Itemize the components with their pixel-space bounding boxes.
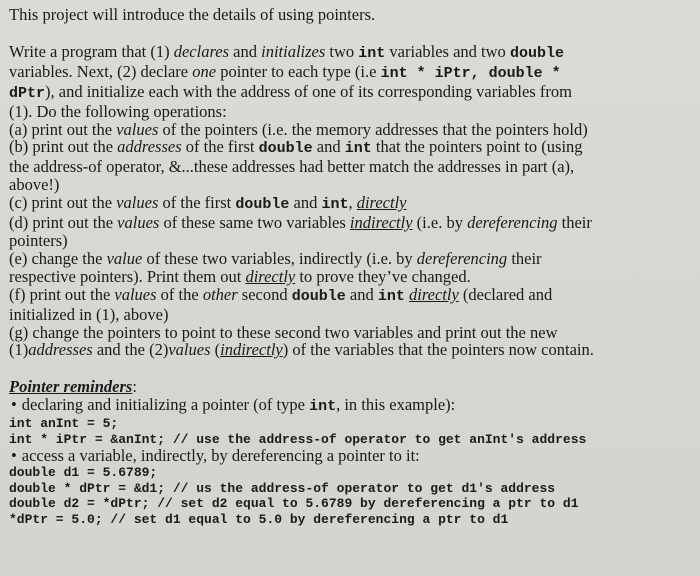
text: variables and two bbox=[385, 41, 510, 61]
text: (f) print out the bbox=[9, 284, 115, 304]
item-e-cont bbox=[9, 268, 700, 286]
code-line: double * dPtr = &d1; // us the address-of operator to get d1's address bbox=[9, 480, 556, 496]
item-f-cont: initialized in (1), above) bbox=[9, 304, 169, 324]
code-keyword: double bbox=[509, 44, 564, 62]
bullet-item: • access a variable, indirectly, by dereferencing a pointer to it: bbox=[9, 447, 700, 465]
line-4: (1). Do the following operations: bbox=[9, 101, 227, 121]
text: ( bbox=[210, 340, 221, 360]
text: and bbox=[312, 137, 345, 157]
text: (c) print out the bbox=[9, 193, 117, 213]
code-line: int anInt = 5; bbox=[9, 416, 119, 432]
text: (d) print out the bbox=[9, 213, 118, 233]
text-italic-underline: indirectly bbox=[349, 213, 413, 233]
text-italic: values bbox=[168, 340, 211, 360]
item-a bbox=[9, 121, 700, 139]
code-line: int * iPtr = &anInt; // use the address-of operator to get anInt's address bbox=[9, 431, 587, 447]
text: and the (2) bbox=[92, 340, 169, 360]
text-italic: dereferencing bbox=[467, 213, 558, 233]
line-2 bbox=[9, 63, 700, 83]
item-g-cont bbox=[9, 341, 700, 359]
text: (b) print out the bbox=[9, 137, 118, 157]
text: that the pointers point to (using bbox=[371, 137, 583, 157]
code-keyword: double bbox=[235, 196, 290, 214]
item-b-cont: above!) bbox=[9, 175, 60, 195]
intro-line: This project will introduce the details of using pointers. bbox=[9, 5, 376, 24]
item-b bbox=[9, 138, 700, 158]
text: variables. Next, (2) declare bbox=[9, 61, 193, 81]
text: and bbox=[345, 284, 378, 304]
section-gap bbox=[9, 359, 700, 378]
text: ), and initialize each with the address of one of its corresponding variables from bbox=[45, 81, 572, 101]
code-keyword: int bbox=[377, 287, 405, 305]
text-italic-underline: indirectly bbox=[220, 340, 283, 360]
text: to prove they’ve changed. bbox=[295, 266, 471, 286]
text: of these same two variables bbox=[159, 213, 350, 233]
text-italic: one bbox=[192, 61, 217, 81]
text-italic: values bbox=[117, 213, 160, 233]
text: of these two variables, indirectly (i.e. by bbox=[142, 248, 417, 268]
item-f bbox=[9, 286, 700, 306]
text-italic: value bbox=[106, 248, 143, 268]
text-italic: other bbox=[202, 284, 238, 304]
text: of the pointers (i.e. the memory addresses that the pointers hold) bbox=[158, 119, 588, 139]
text-italic-underline: directly bbox=[408, 284, 459, 304]
text: (declared and bbox=[458, 284, 553, 304]
text-italic: addresses bbox=[28, 340, 93, 360]
code-line: double d2 = *dPtr; // set d2 equal to 5.6789 by dereferencing a ptr to d1 bbox=[9, 496, 579, 512]
item-c bbox=[9, 194, 700, 214]
text-italic: values bbox=[114, 284, 157, 304]
item-d bbox=[9, 214, 700, 232]
text-italic-underline: directly bbox=[356, 193, 407, 213]
code-line: *dPtr = 5.0; // set d1 equal to 5.0 by dereferencing a ptr to d1 bbox=[9, 511, 509, 527]
item-e bbox=[9, 250, 700, 268]
text: second bbox=[237, 284, 292, 304]
text: their bbox=[557, 213, 592, 233]
text-italic: initializes bbox=[261, 41, 326, 61]
pointer-reminders bbox=[9, 378, 700, 527]
text: , bbox=[348, 193, 357, 213]
text: two bbox=[325, 41, 359, 61]
code-keyword: int bbox=[358, 44, 386, 62]
text-italic: addresses bbox=[117, 137, 182, 157]
text-italic: values bbox=[116, 193, 159, 213]
code-keyword: double bbox=[291, 287, 346, 305]
code-keyword: int bbox=[309, 398, 337, 416]
text: of the first bbox=[181, 137, 259, 157]
text: and bbox=[289, 193, 322, 213]
text: their bbox=[507, 248, 542, 268]
code-keyword: int bbox=[321, 196, 349, 214]
text: and bbox=[229, 41, 262, 61]
text: respective pointers). Print them out bbox=[9, 266, 246, 286]
heading-text: Pointer reminders bbox=[9, 377, 133, 397]
text: (a) print out the bbox=[9, 119, 117, 139]
text: Write a program that (1) bbox=[9, 41, 174, 61]
text-italic-underline: directly bbox=[245, 266, 296, 286]
text-italic: dereferencing bbox=[416, 248, 508, 268]
text: ) of the variables that the pointers now contain. bbox=[282, 340, 594, 360]
code-keyword: double bbox=[258, 140, 313, 158]
text: of the bbox=[156, 284, 203, 304]
text-italic: values bbox=[116, 119, 159, 139]
line-1 bbox=[9, 43, 700, 63]
text: declaring and initializing a pointer (of type bbox=[21, 395, 310, 415]
code-line: double d1 = 5.6789; bbox=[9, 465, 158, 481]
code-snippet: dPtr bbox=[9, 84, 46, 102]
line-3 bbox=[9, 83, 700, 103]
text: (i.e. by bbox=[412, 213, 468, 233]
item-d-cont: pointers) bbox=[9, 230, 68, 250]
assignment-body bbox=[9, 43, 700, 359]
text: (e) change the bbox=[9, 248, 107, 268]
text: : bbox=[132, 377, 137, 397]
item-g: (g) change the pointers to point to these second two variables and print out the new bbox=[9, 322, 558, 342]
text: (1) bbox=[9, 340, 29, 360]
code-snippet: int * iPtr, double * bbox=[380, 64, 561, 82]
code-keyword: int bbox=[344, 140, 372, 158]
text: , in this example): bbox=[336, 395, 456, 415]
item-b-cont: the address-of operator, &...these addresses had better match the addresses in part (a), bbox=[9, 157, 575, 177]
text: of the first bbox=[158, 193, 236, 213]
text-italic: declares bbox=[173, 41, 230, 61]
text: pointer to each type (i.e bbox=[216, 61, 381, 81]
reminders-heading bbox=[9, 378, 700, 396]
bullet-item bbox=[9, 396, 700, 416]
